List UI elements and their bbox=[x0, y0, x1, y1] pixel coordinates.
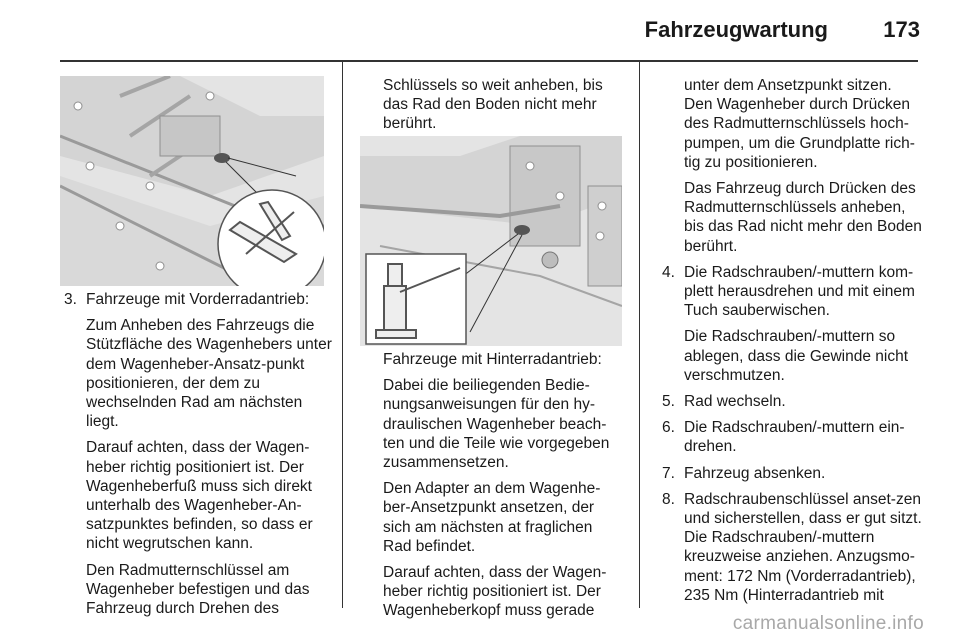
list-number: 5. bbox=[662, 393, 675, 411]
column-1 bbox=[64, 290, 332, 625]
list-item-text: Radschraubenschlüssel anset-zen und sicherstellen, dass er gut sitzt. Die Radschrauben/-muttern kreuzweise anziehen. Anzugsmo-ment: 172 Nm (Vorderradantrieb), 235 Nm (Hinterradantrieb mit bbox=[684, 490, 922, 604]
page-number: 173 bbox=[883, 17, 920, 42]
watermark: carmanualsonline.info bbox=[732, 613, 924, 634]
list-item-title: Fahrzeuge mit Vorderradantrieb: bbox=[86, 291, 310, 308]
list-item-3 bbox=[64, 290, 332, 309]
paragraph: unter dem Ansetzpunkt sitzen. Den Wagenheber durch Drücken des Radmutternschlüssels hoch-pumpen, um die Grundplatte rich-tig zu positionieren. bbox=[684, 77, 915, 171]
page-title: Fahrzeugwartung bbox=[644, 17, 828, 42]
paragraph: Den Radmutternschlüssel am Wagenheber befestigen und das Fahrzeug durch Drehen des bbox=[86, 561, 310, 618]
list-number: 8. bbox=[662, 490, 675, 508]
list-item-5 bbox=[662, 392, 922, 411]
paragraph: Die Radschrauben/-muttern so ablegen, dass die Gewinde nicht verschmutzen. bbox=[684, 328, 909, 384]
paragraph: Darauf achten, dass der Wagen-heber richtig positioniert ist. Der Wagenheberkopf muss gerade bbox=[383, 564, 607, 620]
list-item-text: Die Radschrauben/-muttern ein-drehen. bbox=[684, 419, 905, 456]
paragraph: Darauf achten, dass der Wagen-heber richtig positioniert ist. Der Wagenheberfuß muss sich direkt unterhalb des Wagenheber-An-satzpunktes befinden, so dass er nicht wegrutschen kann. bbox=[86, 439, 313, 553]
paragraph: Schlüssels so weit anheben, bis das Rad den Boden nicht mehr berührt. bbox=[383, 77, 603, 133]
column-divider-2 bbox=[639, 62, 640, 608]
list-item-8 bbox=[662, 490, 922, 605]
front-jack-illustration bbox=[60, 76, 324, 286]
paragraph: Den Adapter an dem Wagenhe-ber-Ansetzpunkt ansetzen, der sich am nächsten at fraglichen Rad befindet. bbox=[383, 480, 601, 555]
rear-jack-illustration bbox=[360, 136, 622, 346]
paragraph: Das Fahrzeug durch Drücken des Radmutternschlüssels anheben, bis das Rad nicht mehr den Boden berührt. bbox=[684, 180, 922, 255]
column-2-bottom bbox=[383, 350, 623, 628]
paragraph: Zum Anheben des Fahrzeugs die Stützfläche des Wagenhebers unter dem Wagenheber-Ansatz-punkt positionieren, der dem zu wechselnden Rad am nächsten liegt. bbox=[86, 317, 332, 431]
list-item-text: Fahrzeug absenken. bbox=[684, 464, 826, 482]
column-2-top bbox=[383, 76, 623, 141]
list-number: 4. bbox=[662, 263, 675, 281]
list-item-4 bbox=[662, 263, 922, 321]
list-number: 3. bbox=[64, 291, 77, 308]
list-item-6 bbox=[662, 418, 922, 456]
list-item-7 bbox=[662, 464, 922, 483]
list-item-text: Die Radschrauben/-muttern kom-plett herausdrehen und mit einem Tuch sauberwischen. bbox=[684, 263, 915, 320]
list-number: 7. bbox=[662, 464, 675, 482]
paragraph-heading: Fahrzeuge mit Hinterradantrieb: bbox=[383, 351, 602, 368]
list-number: 6. bbox=[662, 419, 675, 437]
column-3 bbox=[662, 76, 922, 605]
column-divider-1 bbox=[342, 62, 343, 608]
paragraph: Dabei die beiliegenden Bedie-nungsanweisungen für den hy-draulischen Wagenheber beach-ten und die Teile wie vorgegeben zusammensetzen. bbox=[383, 377, 610, 472]
list-item-text: Rad wechseln. bbox=[684, 393, 786, 411]
header-rule bbox=[60, 60, 918, 62]
